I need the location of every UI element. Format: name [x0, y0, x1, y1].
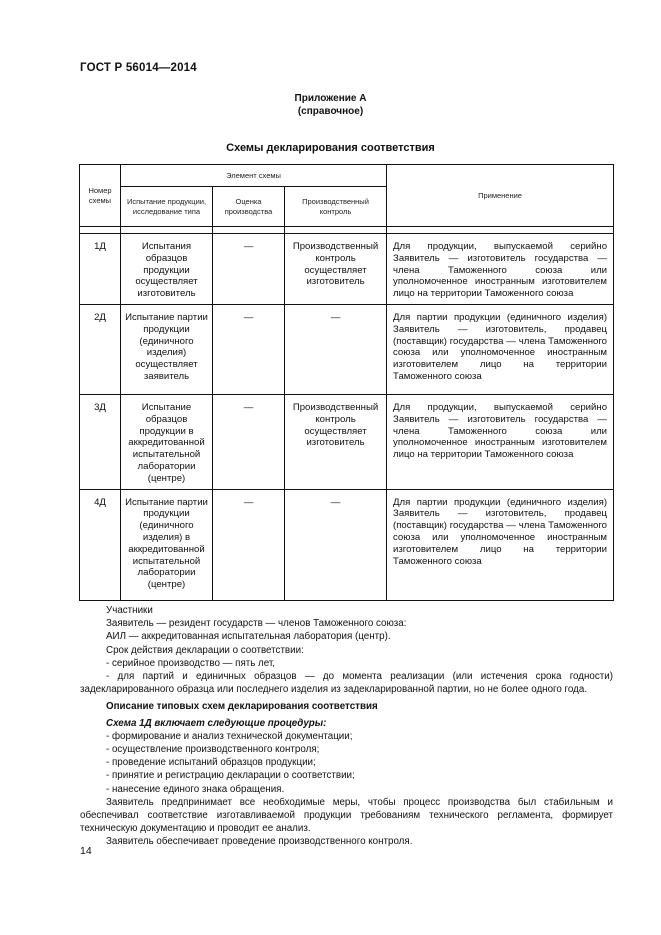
header-control: Производственный контроль [285, 187, 387, 227]
scheme-code: 3Д [80, 394, 121, 489]
cell-application: Для партии продукции (единичного изделия) Заявитель — изготовитель, продавец (поставщик) государства — члена Таможенного союза или уполномоченное иностранным изготовителем лицо на территории Таможенного союза [387, 489, 614, 600]
cell-assessment: — [213, 234, 285, 305]
note-batch: - для партий и единичных образцов — до момента реализации (или истечения срока годности) задекларированного образца или последнего изделия из задекларированной партии, но не более одного года. [80, 671, 613, 696]
notes-block [80, 604, 613, 849]
cell-control: — [285, 489, 387, 600]
cell-control: Производственный контроль осуществляет изготовитель [285, 394, 387, 489]
procedure-item: - формирование и анализ технической документации; [106, 730, 353, 742]
header-testing: Испытание продукции, исследование типа [121, 187, 213, 227]
scheme-code: 4Д [80, 489, 121, 600]
header-element-group: Элемент схемы [121, 165, 387, 187]
cell-application: Для продукции, выпускаемой серийно Заявитель — изготовитель государства — члена Таможенного союза или уполномоченное иностранным изготовителем лицо на территории Таможенного союза [387, 394, 614, 489]
procedure-item: - осуществление производственного контроля; [106, 744, 320, 756]
appendix-title: Приложение А [294, 93, 367, 104]
cell-assessment: — [213, 489, 285, 600]
cell-application: Для партии продукции (единичного изделия) Заявитель — изготовитель, продавец (поставщик) государства — члена Таможенного союза или уполномоченное иностранным изготовителем лицо на территории Таможенного союза [387, 304, 614, 394]
cell-control: — [285, 304, 387, 394]
scheme-code: 2Д [80, 304, 121, 394]
cell-application: Для продукции, выпускаемой серийно Заявитель — изготовитель государства — члена Таможенного союза или уполномоченное иностранным изготовителем лицо на территории Таможенного союза [387, 234, 614, 305]
appendix-heading [0, 92, 661, 118]
cell-assessment: — [213, 394, 285, 489]
procedure-item: - принятие и регистрацию декларации о соответствии; [106, 770, 355, 782]
note-ail: АИЛ — аккредитованная испытательная лаборатория (центр). [106, 631, 391, 643]
description-title: Описание типовых схем декларирования соответствия [106, 701, 378, 713]
cell-assessment: — [213, 304, 285, 394]
section-title: Схемы декларирования соответствия [226, 142, 435, 154]
description-paragraph: Заявитель предпринимает все необходимые меры, чтобы процесс производства был стабильным и обеспечивал соответствие изготавливаемой продукции требованиям технического регламента, формирует техническую документацию и проводит ее анализ. [80, 796, 613, 835]
page-number: 14 [80, 845, 92, 857]
cell-testing: Испытания образцов продукции осуществляет изготовитель [121, 234, 213, 305]
participants-label: Участники [106, 605, 153, 616]
cell-testing: Испытание партии продукции (единичного изделия) в аккредитованной испытательной лаборатории (центре) [121, 489, 213, 600]
scheme-code: 1Д [80, 234, 121, 305]
table-row [80, 489, 614, 600]
header-number: Номер схемы [80, 165, 121, 227]
appendix-subtitle: (справочное) [297, 106, 364, 117]
table-row [80, 234, 614, 305]
cell-testing: Испытание образцов продукции в аккредитованной испытательной лаборатории (центре) [121, 394, 213, 489]
table-row [80, 304, 614, 394]
schemes-table [79, 164, 614, 601]
header-application: Применение [387, 165, 614, 227]
table-row [80, 394, 614, 489]
procedure-item: - проведение испытаний образцов продукции; [106, 757, 316, 769]
table-spacer [80, 227, 614, 234]
scheme-1d-title: Схема 1Д включает следующие процедуры: [106, 717, 327, 729]
cell-control: Производственный контроль осуществляет изготовитель [285, 234, 387, 305]
note-applicant: Заявитель — резидент государств — членов Таможенного союза: [106, 618, 407, 630]
header-assessment: Оценка производства [213, 187, 285, 227]
note-serial: - серийное производство — пять лет, [106, 657, 276, 669]
procedure-item: - нанесение единого знака обращения. [106, 783, 285, 795]
note-validity: Срок действия декларации о соответствии: [106, 644, 304, 656]
description-paragraph: Заявитель обеспечивает проведение производственного контроля. [106, 836, 413, 848]
standard-header: ГОСТ Р 56014—2014 [80, 62, 197, 74]
cell-testing: Испытание партии продукции (единичного изделия) осуществляет заявитель [121, 304, 213, 394]
